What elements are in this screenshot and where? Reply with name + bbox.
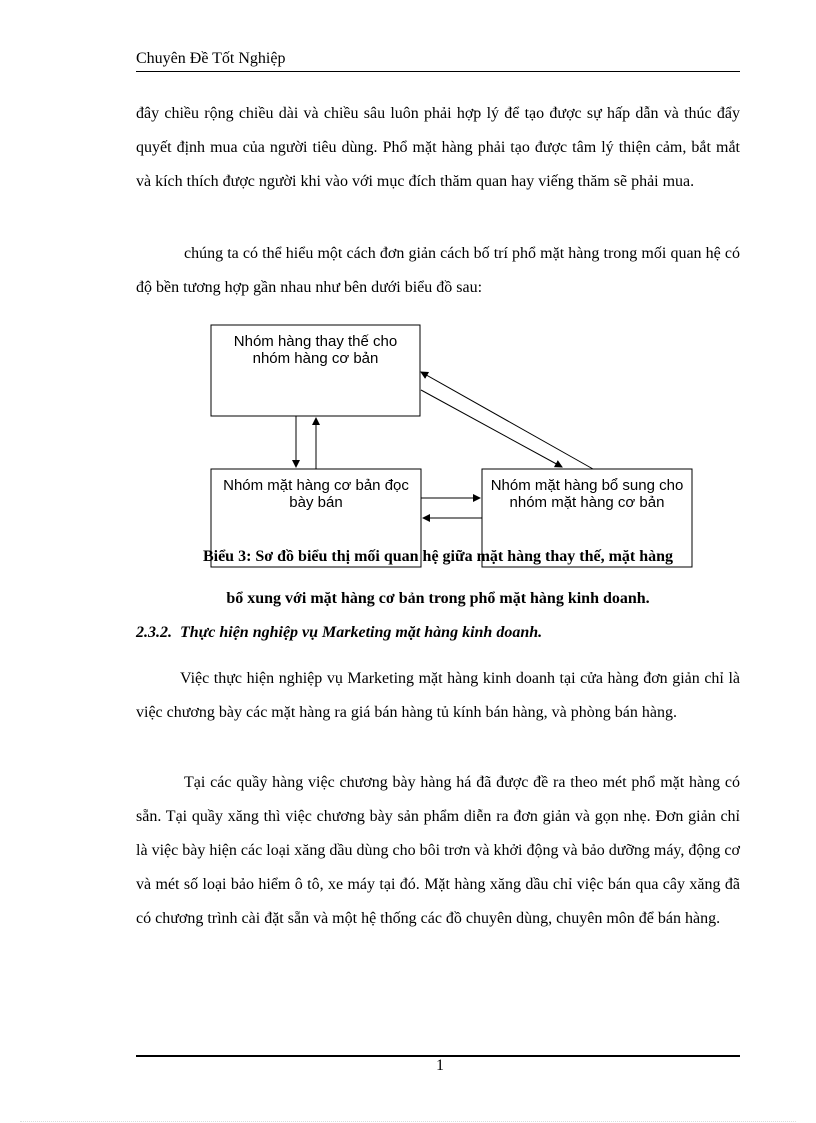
section-heading: [136, 624, 542, 642]
paragraph-1: đây chiều rộng chiều dài và chiều sâu luôn phải hợp lý để tạo được sự hấp dẫn và thúc đẩy quyết định mua của người tiêu dùng. Phổ mặt hàng phải tạo được tâm lý thiện cảm, bắt mắt và kích thích được người khi vào với mục đích thăm quan hay viếng thăm sẽ phải mua.: [136, 105, 740, 190]
page-number: 1: [436, 1057, 444, 1074]
box-complement-label: Nhóm mặt hàng bổ sung cho nhóm mặt hàng cơ bản: [490, 477, 684, 511]
page-header-title: Chuyên Đề Tốt Nghiệp: [136, 50, 286, 67]
section-number: 2.3.2.: [136, 624, 172, 641]
paragraph-4: Tại các quầy hàng việc chương bày hàng há đã được đề ra theo mét phổ mặt hàng có sẵn. Tại quầy xăng thì việc chương bày sản phẩm diễn ra đơn giản và gọn nhẹ. Đơn giản chỉ là việc bày hiện các loại xăng dầu dùng cho bôi trơn và khởi động và bảo dưỡng máy, động cơ và mét số loại bảo hiểm ô tô, xe máy tại đó. Mặt hàng xăng dầu chỉ việc bán qua cây xăng đã có chương trình cài đặt sẵn và một hệ thống các đồ chuyên dùng, chuyên môn để bán hàng.: [136, 774, 740, 927]
arrow-top-to-complement: [421, 390, 562, 467]
caption-line-1: Biểu 3: Sơ đồ biểu thị mối quan hệ giữa mặt hàng thay thế, mặt hàng: [202, 548, 674, 565]
paragraph-3: Việc thực hiện nghiệp vụ Marketing mặt hàng kinh doanh tại cửa hàng đơn giản chỉ là việc chương bày các mặt hàng ra giá bán hàng tủ kính bán hàng, và phòng bán hàng.: [136, 670, 740, 721]
section-title: Thực hiện nghiệp vụ Marketing mặt hàng kinh doanh.: [180, 624, 543, 641]
paragraph-2: chúng ta có thể hiểu một cách đơn giản cách bố trí phổ mặt hàng trong mối quan hệ có độ bền tương hợp gần nhau như bên dưới biểu đồ sau:: [136, 245, 740, 296]
arrow-complement-to-top: [421, 372, 593, 469]
caption-line-2: bổ xung với mặt hàng cơ bản trong phổ mặt hàng kinh doanh.: [226, 590, 650, 607]
box-core-label: Nhóm mặt hàng cơ bản đọc bày bán: [223, 477, 409, 511]
box-substitute-label: Nhóm hàng thay thế cho nhóm hàng cơ bản: [233, 333, 398, 367]
page-edge: [20, 1121, 796, 1122]
